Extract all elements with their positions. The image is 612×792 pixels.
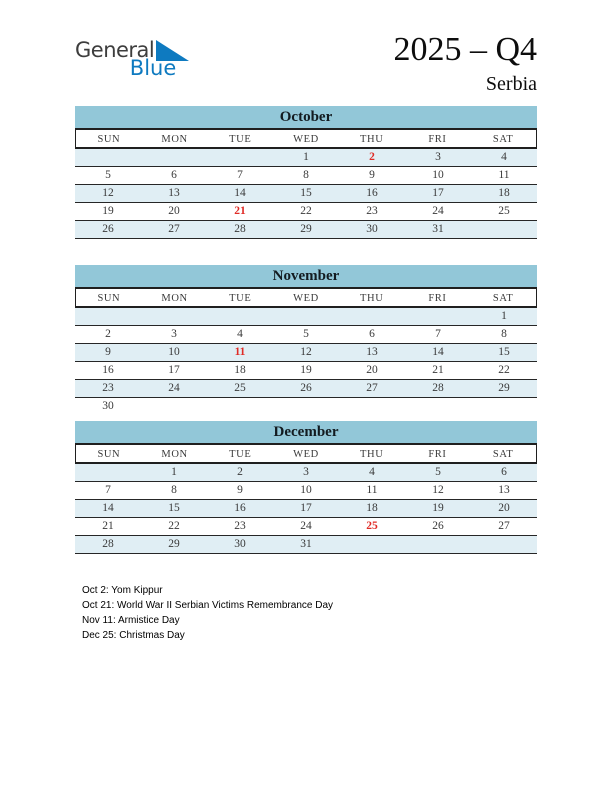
day-cell: 20 [366,364,378,376]
day-cell: 12 [432,484,444,496]
day-cell: 26 [102,223,114,235]
weekday-label: FRI [428,134,447,145]
weekday-header-row [75,445,537,464]
weekday-label: WED [293,293,319,304]
weekday-header-row [75,130,537,149]
weekday-label: TUE [229,293,252,304]
weekday-label: FRI [428,293,447,304]
day-cell-holiday: 11 [234,346,246,358]
day-cell: 15 [168,502,180,514]
week-row [75,167,537,185]
weekday-label: THU [360,449,384,460]
day-cell: 22 [168,520,180,532]
day-cell: 25 [498,205,510,217]
week-row [75,362,537,380]
day-cell: 3 [171,328,177,340]
weekday-label: THU [360,134,384,145]
week-row [75,398,537,415]
day-cell: 17 [300,502,312,514]
day-cell: 23 [234,520,246,532]
week-row [75,482,537,500]
day-cell: 14 [234,187,246,199]
day-cell: 3 [303,466,309,478]
day-cell: 21 [102,520,114,532]
day-cell: 20 [498,502,510,514]
week-row [75,326,537,344]
day-cell: 7 [237,169,243,181]
weekday-header-row [75,289,537,308]
day-cell: 29 [300,223,312,235]
day-cell: 29 [168,538,180,550]
day-cell: 5 [303,328,309,340]
weekday-label: SUN [97,449,121,460]
day-cell: 18 [366,502,378,514]
day-cell: 5 [435,466,441,478]
day-cell: 6 [171,169,177,181]
day-cell: 8 [501,328,507,340]
weekday-label: TUE [229,449,252,460]
day-cell: 2 [105,328,111,340]
day-cell: 19 [300,364,312,376]
day-cell: 8 [171,484,177,496]
day-cell: 30 [234,538,246,550]
day-cell: 18 [498,187,510,199]
day-cell: 22 [300,205,312,217]
day-cell: 18 [234,364,246,376]
day-cell-holiday: 25 [366,520,378,532]
day-cell: 6 [501,466,507,478]
day-cell: 17 [432,187,444,199]
day-cell: 4 [237,328,243,340]
day-cell: 8 [303,169,309,181]
day-cell-empty [405,398,471,415]
weekday-label: SAT [492,293,514,304]
day-cell: 9 [369,169,375,181]
day-cell: 28 [102,538,114,550]
day-cell: 5 [105,169,111,181]
weekday-label: MON [161,134,188,145]
day-cell: 13 [366,346,378,358]
day-cell: 10 [300,484,312,496]
day-cell-empty [405,308,471,325]
day-cell: 9 [237,484,243,496]
day-cell: 24 [432,205,444,217]
day-cell-empty [471,398,537,415]
month-title: October [75,106,537,130]
day-cell-empty [339,308,405,325]
week-row [75,149,537,167]
week-row [75,344,537,362]
holiday-note: Dec 25: Christmas Day [82,630,185,641]
day-cell: 25 [234,382,246,394]
country-subtitle: Serbia [485,73,537,95]
weekday-label: MON [161,293,188,304]
week-row [75,518,537,536]
calendar-october [75,106,537,239]
day-cell-empty [207,308,273,325]
day-cell: 27 [366,382,378,394]
day-cell: 2 [237,466,243,478]
day-cell: 6 [369,328,375,340]
week-row [75,203,537,221]
day-cell-empty [141,308,207,325]
day-cell: 30 [366,223,378,235]
day-cell-holiday: 21 [234,205,246,217]
week-row [75,380,537,398]
day-cell: 24 [300,520,312,532]
day-cell-empty [141,149,207,166]
day-cell: 19 [102,205,114,217]
day-cell: 19 [432,502,444,514]
day-cell: 10 [432,169,444,181]
weekday-label: FRI [428,449,447,460]
day-cell-empty [405,536,471,553]
weekday-label: WED [293,134,319,145]
week-row [75,221,537,239]
day-cell: 1 [171,466,177,478]
day-cell-empty [339,536,405,553]
day-cell: 13 [168,187,180,199]
day-cell: 31 [300,538,312,550]
day-cell: 22 [498,364,510,376]
day-cell-empty [141,398,207,415]
day-cell: 24 [168,382,180,394]
day-cell: 15 [498,346,510,358]
day-cell: 13 [498,484,510,496]
day-cell-empty [207,398,273,415]
day-cell: 27 [498,520,510,532]
calendar-december [75,421,537,554]
week-row [75,536,537,554]
day-cell-empty [207,149,273,166]
day-cell: 16 [366,187,378,199]
day-cell: 4 [501,151,507,163]
day-cell: 12 [102,187,114,199]
day-cell: 4 [369,466,375,478]
day-cell-empty [273,308,339,325]
day-cell-empty [75,308,141,325]
title-block [393,30,537,96]
day-cell-empty [339,398,405,415]
day-cell: 11 [498,169,510,181]
day-cell: 9 [105,346,111,358]
logo-word-blue: Blue [129,56,177,80]
day-cell: 16 [102,364,114,376]
day-cell-empty [471,221,537,238]
weekday-label: SUN [97,293,121,304]
day-cell: 10 [168,346,180,358]
logo-word-general: General [75,38,155,62]
day-cell: 15 [300,187,312,199]
week-row [75,500,537,518]
generalblue-logo [75,40,189,79]
day-cell: 31 [432,223,444,235]
day-cell: 16 [234,502,246,514]
weekday-label: MON [161,449,188,460]
day-cell-empty [273,398,339,415]
calendar-november [75,265,537,415]
day-cell-empty [471,536,537,553]
week-row [75,185,537,203]
day-cell: 23 [366,205,378,217]
month-title: December [75,421,537,445]
weekday-label: TUE [229,134,252,145]
day-cell: 26 [300,382,312,394]
week-row [75,308,537,326]
day-cell: 26 [432,520,444,532]
holiday-note: Oct 21: World War II Serbian Victims Remembrance Day [82,600,334,611]
weekday-label: SAT [492,134,514,145]
day-cell: 28 [432,382,444,394]
day-cell: 14 [102,502,114,514]
day-cell: 27 [168,223,180,235]
day-cell: 30 [102,400,114,412]
day-cell: 23 [102,382,114,394]
month-title: November [75,265,537,289]
holiday-note: Oct 2: Yom Kippur [82,585,163,596]
week-row [75,464,537,482]
holiday-note: Nov 11: Armistice Day [82,615,180,626]
day-cell: 7 [435,328,441,340]
day-cell: 7 [105,484,111,496]
day-cell-holiday: 2 [369,151,375,163]
day-cell: 14 [432,346,444,358]
day-cell: 29 [498,382,510,394]
day-cell: 1 [303,151,309,163]
weekday-label: THU [360,293,384,304]
day-cell: 1 [501,310,507,322]
day-cell: 28 [234,223,246,235]
weekday-label: SAT [492,449,514,460]
weekday-label: SUN [97,134,121,145]
day-cell: 17 [168,364,180,376]
day-cell: 21 [432,364,444,376]
quarter-title: 2025 – Q4 [393,31,537,68]
day-cell-empty [75,464,141,481]
day-cell: 20 [168,205,180,217]
day-cell: 12 [300,346,312,358]
day-cell: 3 [435,151,441,163]
day-cell: 11 [366,484,378,496]
weekday-label: WED [293,449,319,460]
holiday-list [82,583,333,643]
day-cell-empty [75,149,141,166]
